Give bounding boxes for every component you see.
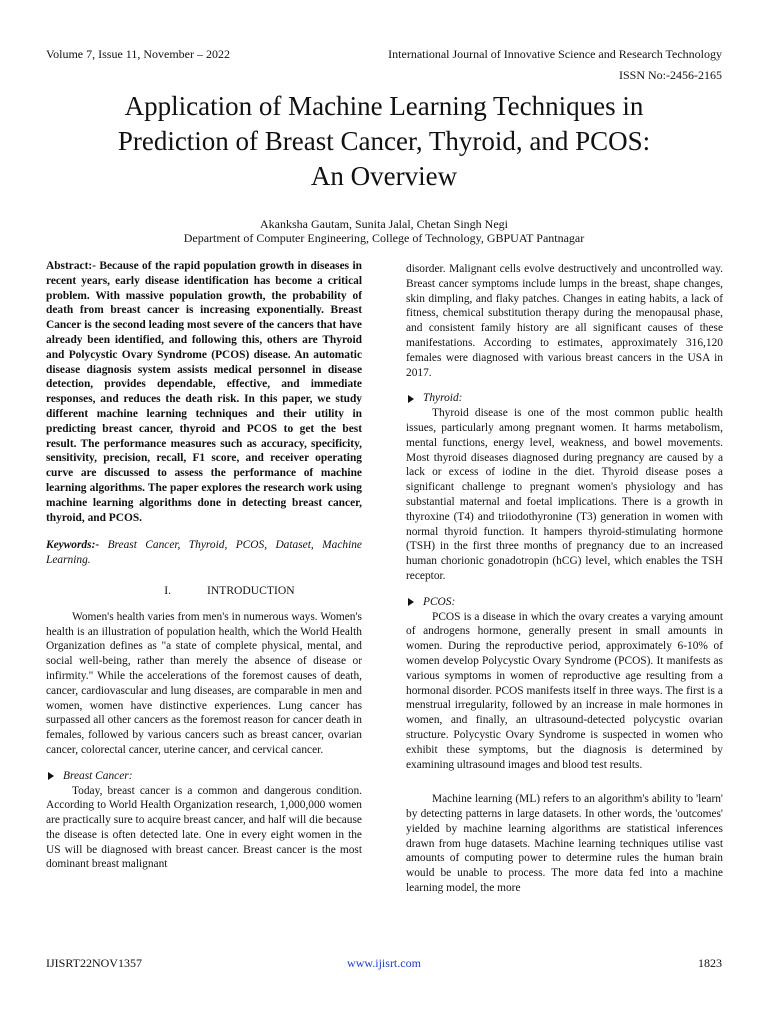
keywords-label: Keywords:-: [46, 539, 100, 552]
page-number: 1823: [698, 956, 722, 970]
subheading-text: Breast Cancer:: [63, 769, 133, 782]
paper-title: [40, 89, 728, 194]
section-title: INTRODUCTION: [207, 583, 295, 597]
journal-link[interactable]: www.ijisrt.com: [347, 956, 421, 970]
footer-url: [0, 956, 768, 971]
breast-cancer-paragraph-continued: disorder. Malignant cells evolve destructively and uncontrolled way. Breast cancer symptoms include lumps in the breast, shape changes, skin dimpling, and flaky patches. Changes in eating habits, a lack of fitness, chemical substitution therapy during the menopausal phase, and consistent family history are all significant causes of these manifestations. According to estimates, approximately 316,120 females were diagnosed with various breast cancers in the USA in 2017.: [406, 263, 723, 379]
abstract: Abstract:- Because of the rapid population growth in diseases in recent years, early disease identification has become a critical problem. With massive population growth, the probability of death from breast cancer is increasing exponentially. Breast Cancer is the second leading most severe of the cancers that have already been identified, and following this, others are Thyroid and Polycystic Ovary Syndrome (PCOS) disease. An automatic disease diagnosis system assists medical personnel in disease detection, provides dependable, effective, and immediate responses, and reduces the death risk. In this paper, we study different machine learning techniques and their utility in predicting breast cancer, thyroid and PCOS to get the best result. The performance measures such as accuracy, specificity, sensitivity, precision, recall, F1 score, and receiver operating curve are discussed to assess the performance of machine learning algorithms. The paper explores the research work using machine learning algorithms done in detecting breast cancer, thyroid, and PCOS.: [46, 260, 362, 524]
arrow-bullet-icon: [408, 395, 414, 403]
title-line-3: An Overview: [310, 161, 458, 191]
keywords-text: Breast Cancer, Thyroid, PCOS, Dataset, Machine Learning.: [46, 539, 362, 567]
arrow-bullet-icon: [48, 772, 54, 780]
breast-cancer-paragraph: Today, breast cancer is a common and dangerous condition. According to World Health Organization research, 1,000,000 women are practically sure to acquire breast cancer, and half will die because the disease is often detected late. One in every eight women in the US will be diagnosed with breast cancer. Breast cancer is the most dominant breast malignant: [46, 784, 362, 871]
subheading-text: Thyroid:: [423, 392, 463, 405]
thyroid-paragraph: Thyroid disease is one of the most common public health issues, particularly among pregnant women. It harms metabolism, mental functions, energy level, weakness, and bowel movements. Most thyroid diseases diagnosed during pregnancy are caused by a lack or excess of iodine in the diet. Thyroid disease poses a significant challenge to pregnant women's physiology and has substantial maternal and foetal implications. There is a growth in thyroxine (T4) and triiodothyronine (T3) generation in women with normal thyroid function. It hampers thyroid-stimulating hormone (TSH) in the first three months of pregnancy due to an increased human chorionic gonadotropin (hCG) level, which enables the TSH receptor.: [406, 407, 723, 582]
issn: ISSN No:-2456-2165: [618, 68, 722, 82]
subheading-text: PCOS:: [423, 595, 456, 608]
keywords: [46, 538, 362, 568]
machine-learning-paragraph: Machine learning (ML) refers to an algorithm's ability to 'learn' by detecting patterns in large datasets. In other words, the 'outcomes' yielded by machine learning algorithms are statistical inferences drawn from huge datasets. Machine learning techniques utilise vast amounts of computing power to determine rules the human brain would be unable to process. The more data fed into a machine learning model, the more: [406, 793, 723, 895]
subheading-breast-cancer: [46, 769, 362, 784]
title-line-2: Prediction of Breast Cancer, Thyroid, and PCOS:: [117, 126, 651, 156]
section-number: I.: [164, 583, 171, 597]
pcos-paragraph: PCOS is a disease in which the ovary creates a varying amount of androgens hormone, generally present in small amounts in women. During the reproductive period, approximately 6-10% of women develop Polycystic Ovary Syndrome (PCOS). It manifests as various symptoms in women of reproductive age resulting from a hormonal disorder. PCOS manifests itself in three ways. The first is a menstrual irregularity, followed by an increase in male hormones in women, and finally, an ultrasound-detected polycystic ovarian structure. Polycystic Ovary Syndrome is suspected in women who exhibit these symptoms, but the diagnosis is determined by examining ultrasound images and blood test results.: [406, 610, 723, 771]
journal-name: International Journal of Innovative Science and Research Technology: [388, 47, 722, 61]
paper-id: IJISRT22NOV1357: [46, 956, 142, 970]
intro-paragraph: Women's health varies from men's in numerous ways. Women's health is an illustration of population health, which the World Health Organization defines as "a state of complete physical, mental, and social well-being, rather than merely the absence of disease or infirmity." While the accelerations of the foremost causes of death, cancer, cardiovascular and lung diseases, are comparable in men and women, women have distinctive experiences. Lung cancer has surpassed all other cancers as the foremost reason for cancer death in females, followed by various cancers such as breast cancer, ovarian cancer, colorectal cancer, uterine cancer, and cervical cancer.: [46, 610, 362, 756]
subheading-thyroid: [406, 391, 723, 406]
title-line-1: Application of Machine Learning Techniques in: [124, 91, 644, 121]
volume-info: Volume 7, Issue 11, November – 2022: [46, 47, 230, 61]
section-heading-introduction: [46, 584, 362, 599]
arrow-bullet-icon: [408, 598, 414, 606]
subheading-pcos: [406, 595, 723, 610]
left-column: [46, 259, 362, 872]
affiliation: Department of Computer Engineering, College of Technology, GBPUAT Pantnagar: [183, 231, 585, 245]
right-column: [406, 262, 723, 896]
authors: Akanksha Gautam, Sunita Jalal, Chetan Singh Negi: [260, 217, 508, 231]
